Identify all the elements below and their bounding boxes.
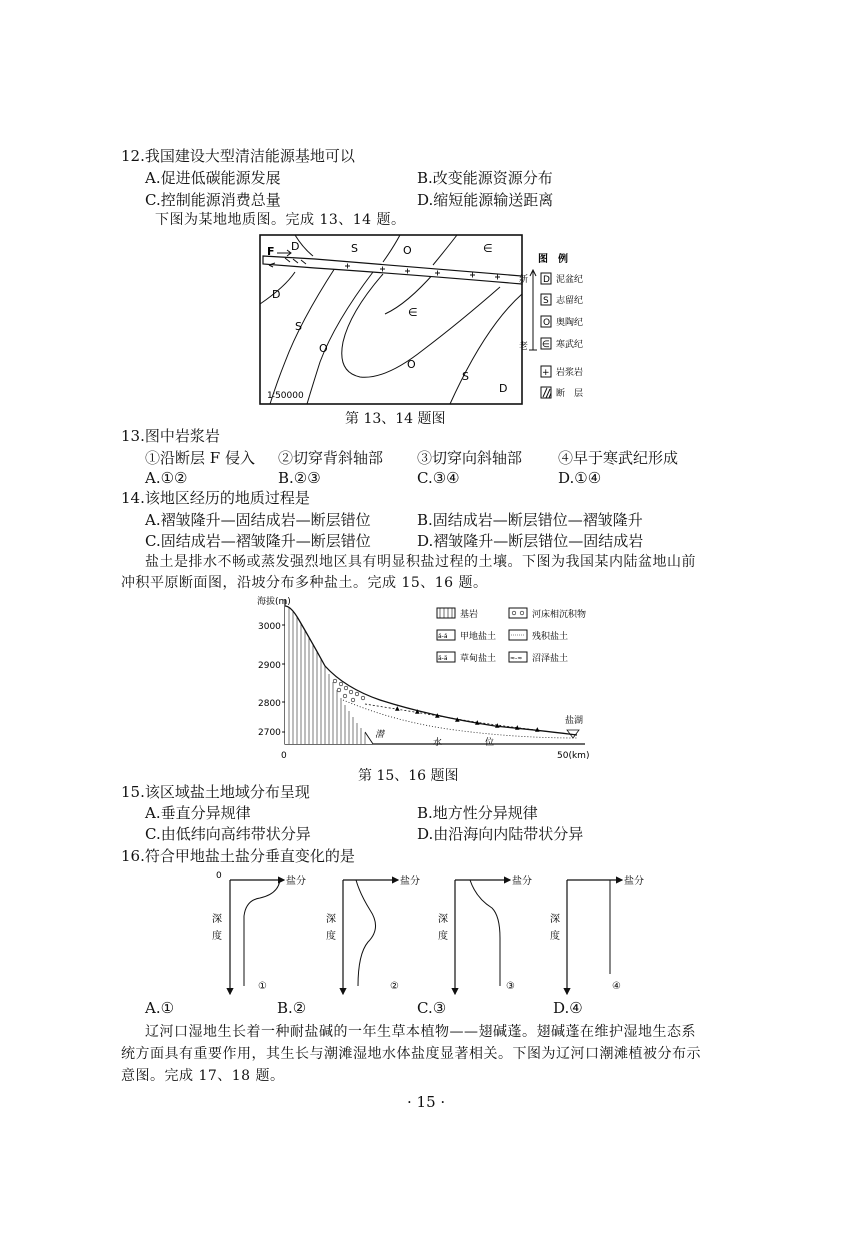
profile-yticks (258, 622, 281, 738)
svg-text:②: ② (390, 981, 399, 992)
intro-17-18-line2: 统方面具有重要作用，其生长与潮滩湿地水体盐度显著相关。下图为辽河口潮滩植被分布示 (121, 1046, 701, 1062)
svg-text:盐分: 盐分 (512, 876, 532, 887)
svg-text:寒武纪: 寒武纪 (556, 340, 584, 350)
svg-text:泥盆纪: 泥盆纪 (556, 275, 584, 285)
svg-text:+: + (542, 368, 550, 378)
intro-13-14: 下图为某地地质图。完成 13、14 题。 (155, 212, 406, 228)
graph-3 (438, 874, 532, 994)
svg-text:深: 深 (326, 914, 336, 925)
profile-ylabel: 海拔(m) (257, 597, 291, 607)
intro-15-16-line2: 冲积平原断面图，沿坡分布多种盐土。完成 15、16 题。 (121, 575, 488, 591)
svg-text:断 层: 断 层 (556, 389, 584, 399)
fault-arrow (277, 250, 291, 256)
geomap-caption: 第 13、14 题图 (345, 411, 446, 427)
q14-option-b: B.固结成岩—断层错位—褶皱隆升 (417, 511, 643, 529)
svg-text:∈: ∈ (542, 340, 550, 350)
svg-text:深: 深 (438, 914, 448, 925)
legend-items (541, 273, 583, 399)
svg-text:S: S (295, 320, 302, 333)
svg-text:D: D (272, 288, 281, 301)
svg-text:▲: ▲ (535, 726, 540, 733)
svg-text:▲: ▲ (495, 722, 500, 729)
q13-statement-1: ①沿断层 F 侵入 (145, 449, 255, 467)
salt-profile-diagram (255, 592, 615, 764)
page-number: · 15 · (407, 1093, 446, 1111)
water-label-2: 水 (433, 738, 443, 748)
svg-text:∈: ∈ (408, 306, 418, 319)
svg-text:▲: ▲ (435, 712, 440, 719)
svg-text:岩浆岩: 岩浆岩 (556, 368, 584, 378)
svg-text:2800: 2800 (258, 699, 281, 709)
water-label-3: 位 (485, 738, 495, 748)
svg-text:盐分: 盐分 (286, 876, 306, 887)
jia-salt-marks (395, 705, 540, 733)
intro-17-18-line1: 辽河口湿地生长着一种耐盐碱的一年生草本植物——翅碱蓬。翅碱蓬在维护湿地生态系 (145, 1024, 696, 1040)
svg-text:▲: ▲ (455, 716, 460, 723)
svg-text:盐分: 盐分 (624, 876, 644, 887)
q14-option-c: C.固结成岩—褶皱隆升—断层错位 (145, 532, 371, 550)
svg-text:O: O (407, 358, 416, 371)
svg-text:沼泽盐土: 沼泽盐土 (532, 654, 569, 664)
svg-text:甲地盐土: 甲地盐土 (460, 632, 497, 642)
svg-text:ä-ä: ä-ä (438, 655, 448, 662)
svg-text:志留纪: 志留纪 (556, 296, 584, 306)
q14-option-a: A.褶皱隆升—固结成岩—断层错位 (145, 511, 371, 529)
graph-2 (326, 874, 420, 994)
svg-text:D: D (543, 275, 550, 285)
svg-text:0: 0 (216, 871, 222, 881)
salt-depth-graphs (200, 866, 670, 998)
svg-text:草甸盐土: 草甸盐土 (460, 654, 497, 664)
svg-text:度: 度 (438, 931, 448, 942)
q15-option-b: B.地方性分异规律 (417, 804, 538, 822)
q12-option-a: A.促进低碳能源发展 (145, 169, 281, 187)
q14-option-d: D.褶皱隆升—断层错位—固结成岩 (417, 532, 644, 550)
svg-text:度: 度 (326, 931, 336, 942)
legend-old: 老 (519, 342, 529, 352)
svg-text:③: ③ (506, 981, 515, 992)
q13-option-c: C.③④ (417, 469, 460, 487)
svg-text:▲: ▲ (415, 708, 420, 715)
svg-text:①: ① (258, 981, 267, 992)
legend-title: 图 例 (538, 254, 568, 265)
q13-option-a: A.①② (145, 469, 188, 487)
q12-option-b: B.改变能源资源分布 (417, 169, 553, 187)
geologic-map (255, 232, 595, 408)
svg-text:度: 度 (550, 931, 560, 942)
water-label-1: 潜 (375, 730, 385, 740)
svg-text:D: D (291, 240, 300, 253)
svg-text:基岩: 基岩 (460, 610, 479, 620)
q12-option-c: C.控制能源消费总量 (145, 191, 281, 209)
q15-stem: 15.该区域盐土地域分布呈现 (121, 783, 310, 801)
svg-text:▲: ▲ (395, 705, 400, 712)
svg-text:2900: 2900 (258, 661, 281, 671)
svg-text:盐分: 盐分 (400, 876, 420, 887)
svg-text:深: 深 (212, 914, 222, 925)
svg-text:残积盐土: 残积盐土 (532, 632, 569, 642)
q15-option-d: D.由沿海向内陆带状分异 (417, 825, 584, 843)
svg-text:O: O (403, 244, 412, 257)
q12-option-d: D.缩短能源输送距离 (417, 191, 554, 209)
svg-text:2700: 2700 (258, 728, 281, 738)
legend-new: 新 (519, 275, 529, 285)
svg-text:O: O (319, 342, 328, 355)
svg-text:O: O (543, 318, 551, 328)
q13-stem: 13.图中岩浆岩 (121, 427, 220, 445)
profile-legend (437, 608, 586, 664)
svg-text:▲: ▲ (515, 724, 520, 731)
svg-text:≈-≈: ≈-≈ (510, 655, 523, 662)
svg-text:度: 度 (212, 931, 222, 942)
legend-age-arrow (529, 270, 537, 350)
q13-statement-2: ②切穿背斜轴部 (278, 449, 384, 467)
svg-text:深: 深 (550, 914, 560, 925)
q16-option-a: A.① (145, 999, 175, 1017)
q15-option-c: C.由低纬向高纬带状分异 (145, 825, 311, 843)
q16-option-d: D.④ (553, 999, 583, 1017)
graph-4 (550, 874, 644, 994)
map-scale: 1∶50000 (267, 391, 304, 401)
q12-stem: 12.我国建设大型清洁能源基地可以 (121, 147, 355, 165)
profile-xtick-0: 0 (281, 751, 287, 761)
intro-15-16-line1: 盐土是排水不畅或蒸发强烈地区具有明显积盐过程的土壤。下图为我国某内陆盆地山前 (145, 554, 696, 570)
q13-statement-4: ④早于寒武纪形成 (558, 449, 679, 467)
q15-option-a: A.垂直分异规律 (145, 804, 251, 822)
intro-17-18-line3: 意图。完成 17、18 题。 (121, 1068, 285, 1084)
svg-text:3000: 3000 (258, 622, 281, 632)
q13-statement-3: ③切穿向斜轴部 (417, 449, 523, 467)
svg-text:S: S (543, 296, 549, 306)
svg-text:D: D (499, 382, 508, 395)
svg-text:∈: ∈ (483, 242, 493, 255)
svg-text:á-á: á-á (438, 633, 448, 640)
q16-stem: 16.符合甲地盐土盐分垂直变化的是 (121, 847, 355, 865)
svg-text:④: ④ (612, 981, 621, 992)
q14-stem: 14.该地区经历的地质过程是 (121, 489, 310, 507)
svg-text:S: S (351, 242, 358, 255)
profile-xtick-50: 50(km) (557, 751, 590, 761)
q16-option-c: C.③ (417, 999, 447, 1017)
q13-option-d: D.①④ (558, 469, 602, 487)
q13-option-b: B.②③ (278, 469, 321, 487)
svg-text:河床相沉积物: 河床相沉积物 (532, 610, 587, 620)
profile-caption: 第 15、16 题图 (358, 768, 459, 784)
salt-lake-label: 盐湖 (565, 716, 584, 726)
svg-text:奥陶纪: 奥陶纪 (556, 318, 584, 328)
svg-text:▲: ▲ (475, 719, 480, 726)
svg-text:S: S (462, 370, 469, 383)
fault-label: F (267, 245, 275, 258)
graph-1 (212, 871, 306, 994)
q16-option-b: B.② (277, 999, 307, 1017)
